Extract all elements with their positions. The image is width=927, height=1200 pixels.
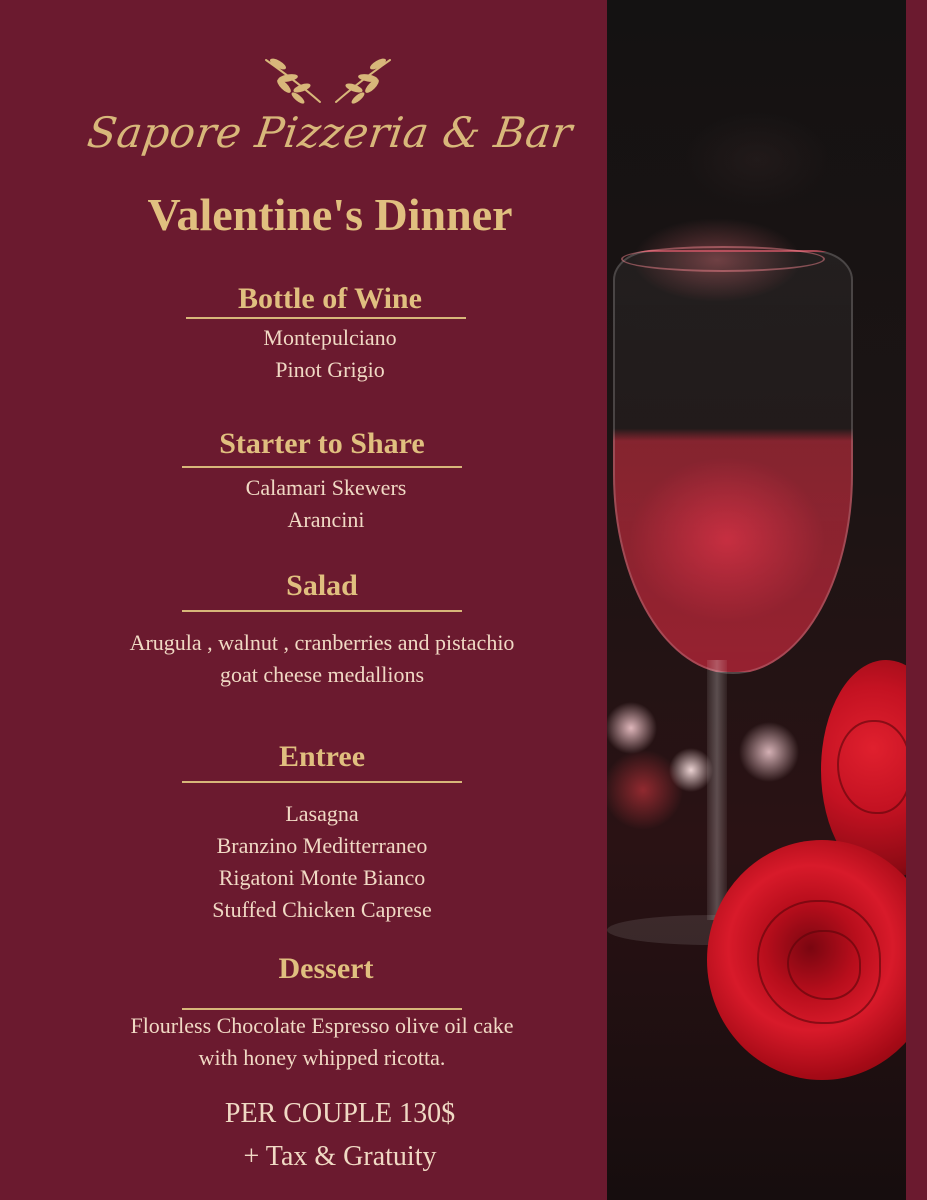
menu-item: Lasagna [285, 801, 359, 826]
menu-item: Arancini [287, 507, 365, 532]
menu-item: Rigatoni Monte Bianco [218, 865, 426, 890]
section-divider [182, 781, 462, 783]
page-title: Valentine's Dinner [147, 189, 513, 240]
section-divider [186, 317, 466, 319]
menu-item: Arugula , walnut , cranberries and pistachio [129, 630, 515, 655]
section-divider [182, 466, 462, 468]
section-title-salad: Salad [286, 569, 358, 602]
wine-roses-photo [607, 0, 906, 1200]
price-per-couple: PER COUPLE 130$ [224, 1098, 456, 1129]
section-title-entree: Entree [278, 740, 366, 773]
price-tax-note: + Tax & Gratuity [243, 1141, 437, 1172]
wine-glass-bowl [613, 250, 853, 674]
section-title-wine: Bottle of Wine [238, 282, 422, 315]
menu-item: goat cheese medallions [219, 662, 425, 687]
menu-item: Branzino Meditterraneo [216, 833, 428, 858]
menu-item: with honey whipped ricotta. [198, 1045, 446, 1070]
menu-item: Flourless Chocolate Espresso olive oil cake [130, 1013, 514, 1038]
wine-glass-stem [707, 660, 727, 920]
section-title-dessert: Dessert [278, 952, 374, 985]
section-title-starter: Starter to Share [219, 427, 425, 460]
menu-item: Pinot Grigio [275, 357, 385, 382]
restaurant-name: Sapore Pizzeria & Bar [84, 108, 576, 157]
menu-item: Stuffed Chicken Caprese [212, 897, 432, 922]
rose-petal [787, 930, 861, 1000]
menu-item: Montepulciano [263, 325, 397, 350]
menu-item: Calamari Skewers [245, 475, 407, 500]
laurel-branch-icon [258, 52, 398, 112]
section-divider [182, 610, 462, 612]
wine-glass-rim [621, 246, 825, 272]
